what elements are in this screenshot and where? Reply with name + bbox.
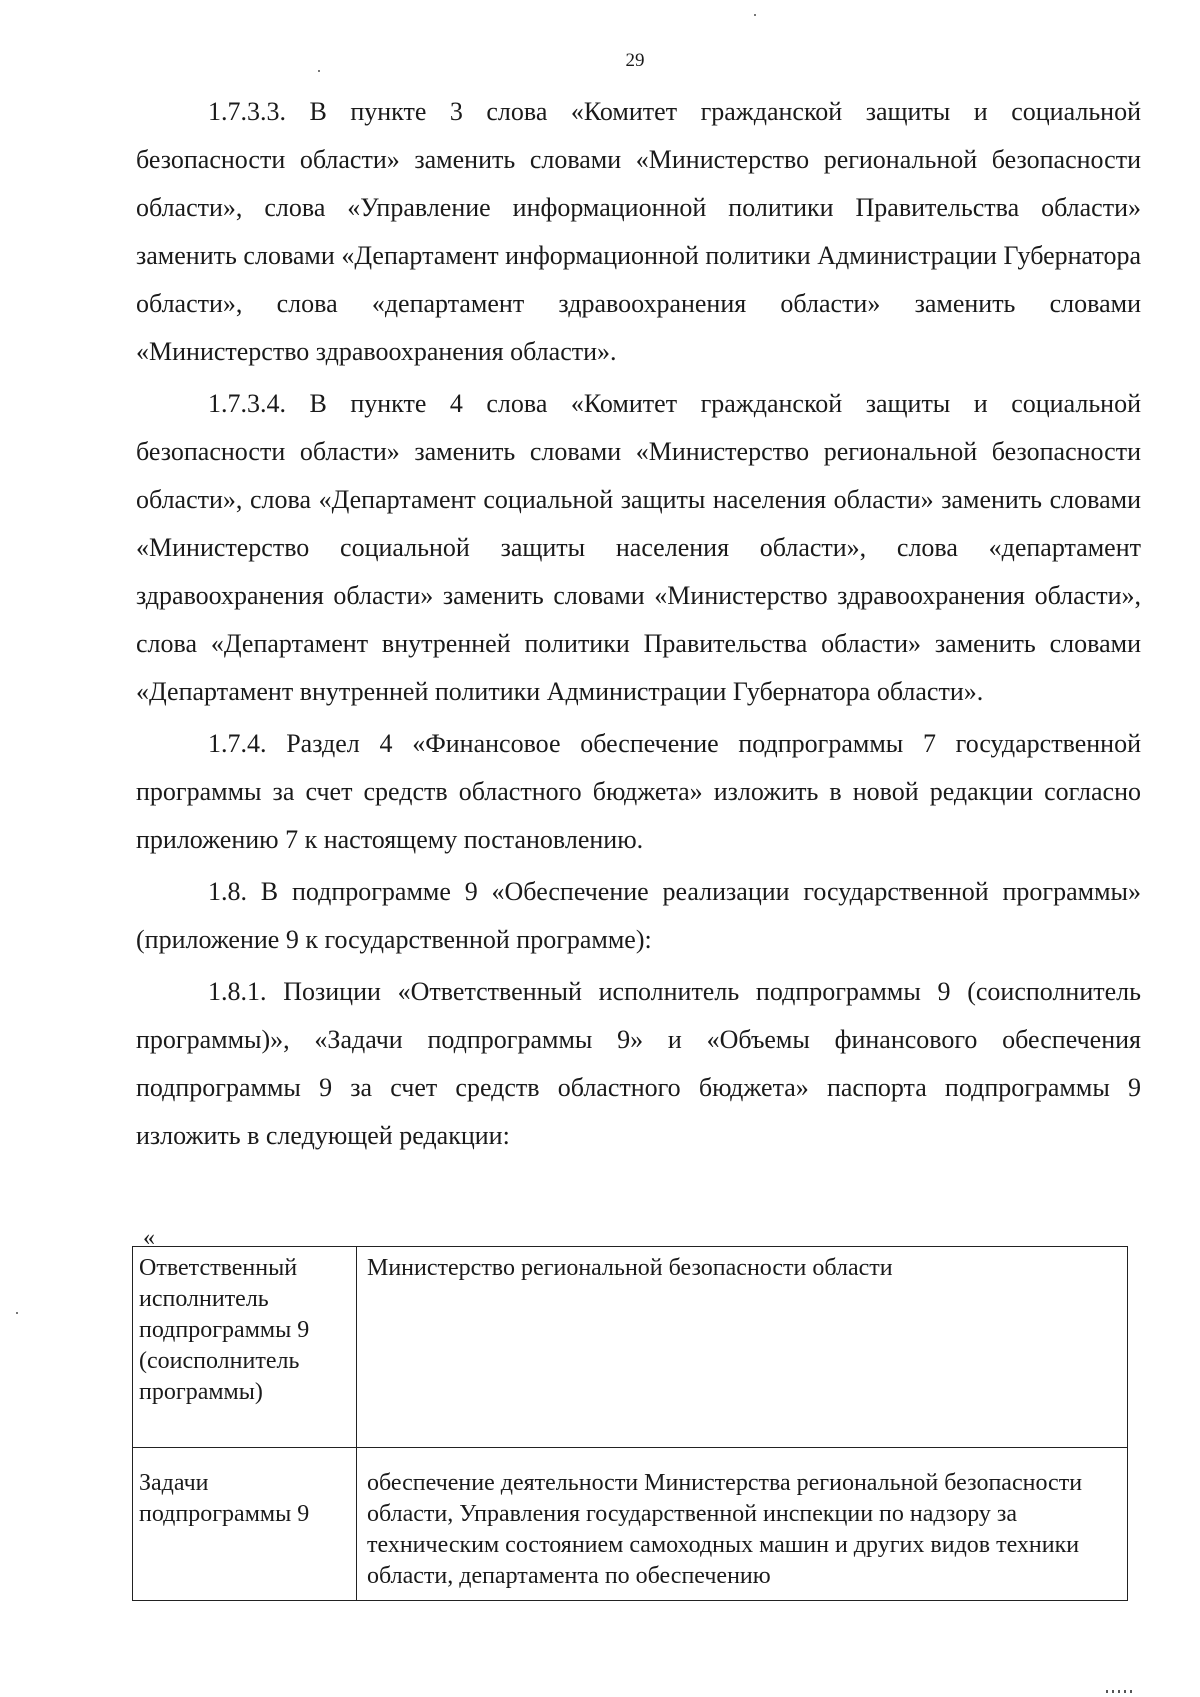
paragraph-1-7-3-3: 1.7.3.3. В пункте 3 слова «Комитет гражданской защиты и социальной безопасности области» заменить словами «Министерство региональной безопасности области», слова «Управление информационной политики Правительства области» заменить словами «Департамент информационной политики Администрации Губернатора области», слова «департамент здравоохранения области» заменить словами «Министерство здравоохранения области». [136,97,1141,366]
table-cell-label: Ответственный исполнитель подпрограммы 9 (соисполнитель программы) [133,1247,357,1448]
page-number: 29 [625,50,645,71]
subprogram-passport-table [132,1246,1128,1601]
paragraph-1-7-3-4: 1.7.3.4. В пункте 4 слова «Комитет гражданской защиты и социальной безопасности области» заменить словами «Министерство региональной безопасности области», слова «Департамент социальной защиты населения области» заменить словами «Министерство социальной защиты населения области», слова «департамент здравоохранения области» заменить словами «Министерство здравоохранения области», слова «Департамент внутренней политики Правительства области» заменить словами «Департамент внутренней политики Администрации Губернатора области». [136,389,1141,706]
table-row [133,1448,1128,1601]
paragraph-1-7-4: 1.7.4. Раздел 4 «Финансовое обеспечение подпрограммы 7 государственной программы за счет средств областного бюджета» изложить в новой редакции согласно приложению 7 к настоящему постановлению. [136,729,1141,854]
table-row [133,1247,1128,1448]
table-cell-label: Задачи подпрограммы 9 [133,1448,357,1601]
scan-artifact [16,1312,18,1314]
paragraph-1-8-1: 1.8.1. Позиции «Ответственный исполнитель подпрограммы 9 (соисполнитель программы)», «Задачи подпрограммы 9» и «Объемы финансового обеспечения подпрограммы 9 за счет средств областного бюджета» паспорта подпрограммы 9 изложить в следующей редакции: [136,977,1141,1150]
document-body [136,88,1141,1164]
scan-artifact [754,14,756,16]
table-cell-value: обеспечение деятельности Министерства региональной безопасности области, Управления государственной инспекции по надзору за техническим состоянием самоходных машин и других видов техники области, департамента по обеспечению [357,1448,1128,1601]
scan-artifact [1106,1690,1136,1693]
opening-quote-mark: « [143,1225,155,1251]
paragraph-1-8: 1.8. В подпрограмме 9 «Обеспечение реализации государственной программы» (приложение 9 к государственной программе): [136,877,1141,954]
scan-artifact [318,70,320,72]
table-cell-value: Министерство региональной безопасности области [357,1247,1128,1448]
